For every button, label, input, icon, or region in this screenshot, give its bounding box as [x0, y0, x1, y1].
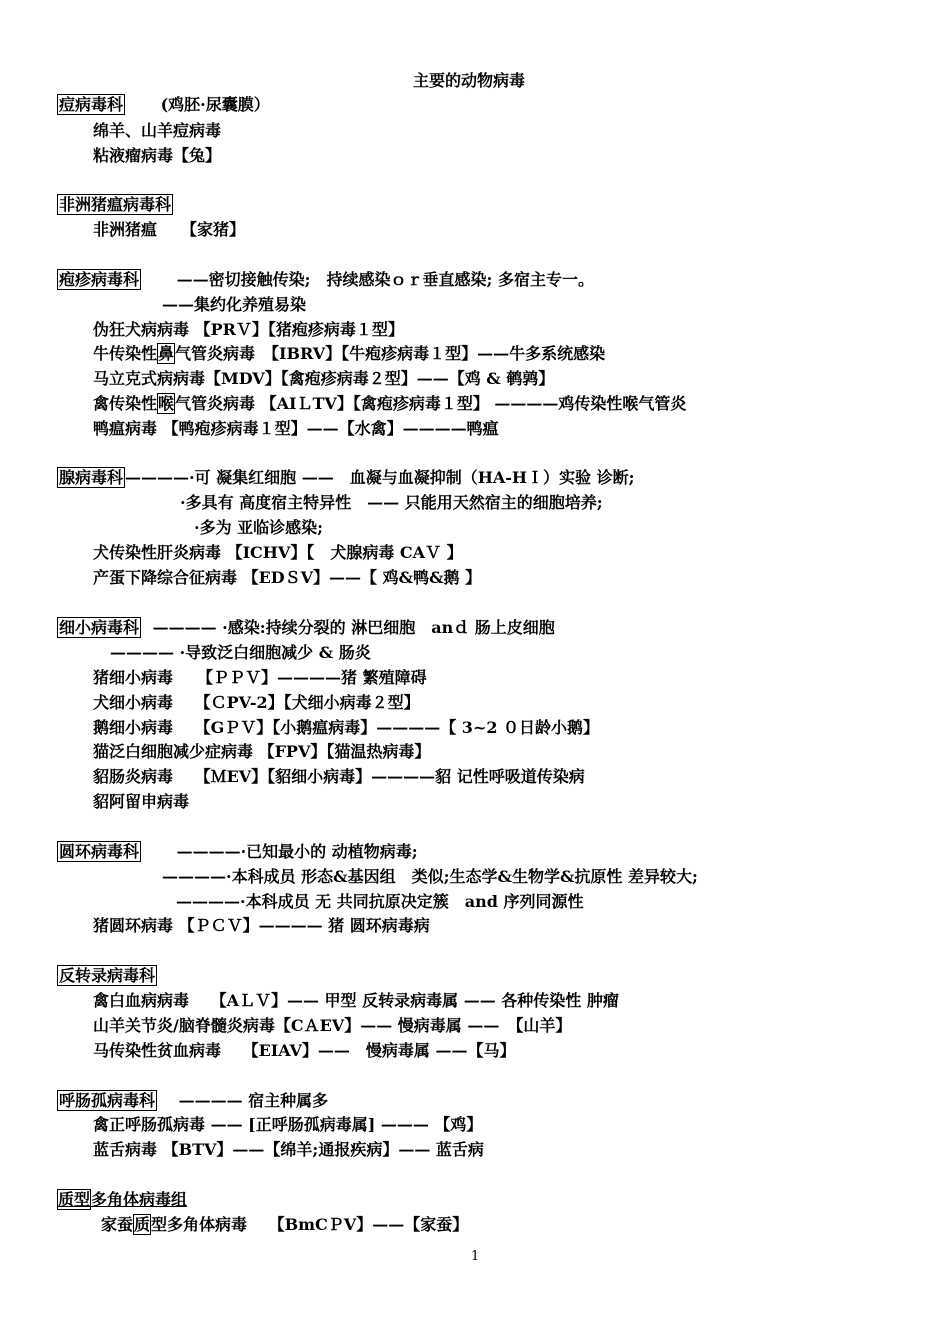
list-item: 禽白血病病毒 【AＬＶ】—— 甲型 反转录病毒属 —— 各种传染性 肿瘤: [93, 991, 619, 1010]
family-note: ·多为 亚临诊感染;: [194, 518, 324, 537]
list-item: 非洲猪瘟 【家猪】: [93, 220, 246, 239]
page-number: 1: [471, 1249, 480, 1264]
item-text: 气管炎病毒 【IBRV】【牛疱疹病毒１型】——牛多系统感染: [175, 344, 606, 363]
list-item: 犬细小病毒 【ＣPV-2】【犬细小病毒２型】: [93, 693, 420, 712]
list-item: 产蛋下降综合征病毒 【EDＳV】——【 鸡&鸭&鹅 】: [93, 568, 482, 587]
item-text: 牛传染性: [93, 344, 158, 363]
list-item: 禽正呼肠孤病毒 —— [正呼肠孤病毒属] ——— 【鸡】: [93, 1115, 483, 1134]
list-item: 猫泛白细胞减少症病毒 【FPV】【猫温热病毒】: [93, 742, 431, 761]
family-note: ·多具有 高度宿主特异性 —— 只能用天然宿主的细胞培养;: [180, 493, 603, 512]
list-item: [101, 1215, 468, 1235]
list-item: 猪细小病毒 【ＰＰＶ】————猪 繁殖障碍: [93, 668, 427, 687]
family-note: ———— ·导致泛白细胞减少 & 肠炎: [110, 643, 371, 662]
section-circo: [57, 842, 418, 862]
section-herpes: [57, 270, 594, 290]
list-item: 貂阿留申病毒: [93, 792, 190, 811]
family-note: ——集约化养殖易染: [162, 295, 307, 314]
item-text: 气管炎病毒 【AIＬTV】【禽疱疹病毒１型】 ————鸡传染性喉气管炎: [175, 394, 687, 413]
family-note: ————·已知最小的 动植物病毒;: [176, 842, 418, 861]
section-parvo: [57, 618, 555, 638]
family-heading: 呼肠孤病毒科: [59, 1091, 156, 1110]
section-pox: [57, 95, 270, 115]
list-item: 鹅细小病毒 【GＰＶ】【小鹅瘟病毒】————【 3~2 ０日龄小鹅】: [93, 718, 600, 737]
list-item: 马传染性贫血病毒 【EIAV】—— 慢病毒属 ——【马】: [93, 1041, 516, 1060]
family-heading-boxed: 质型: [58, 1190, 91, 1209]
family-heading: 细小病毒科: [59, 618, 140, 637]
list-item: 鸭瘟病毒 【鸭疱疹病毒１型】——【水禽】————鸭瘟: [93, 419, 499, 438]
list-item: 貂肠炎病毒 【ＭEV】【貂细小病毒】————貂 记性呼吸道传染病: [93, 767, 585, 786]
family-note: ————·本科成员 形态&基因组 类似;生态学&生物学&抗原性 差异较大;: [162, 867, 698, 886]
item-text: 家蚕: [101, 1215, 134, 1234]
section-retro: [57, 966, 157, 986]
list-item: [93, 394, 686, 414]
family-heading: 疱疹病毒科: [59, 270, 140, 289]
page-title: 主要的动物病毒: [413, 71, 526, 90]
list-item: 绵羊、山羊痘病毒: [93, 121, 222, 140]
section-asfv: [57, 195, 173, 215]
boxed-char: 喉: [158, 394, 175, 413]
family-heading: 多角体病毒组: [91, 1190, 188, 1209]
section-reo: [57, 1091, 328, 1111]
family-note: ————·本科成员 无 共同抗原决定簇 and 序列同源性: [176, 892, 584, 911]
item-text: 型多角体病毒 【BmCＰV】——【家蚕】: [151, 1215, 469, 1234]
boxed-char: 鼻: [158, 344, 175, 363]
section-adeno: [57, 468, 635, 488]
list-item: [93, 344, 605, 364]
list-item: 猪圆环病毒 【ＰＣＶ】———— 猪 圆环病毒病: [93, 916, 430, 935]
family-note: ————·可 凝集红细胞 —— 血凝与血凝抑制（HA-HＩ）实验 诊断;: [125, 468, 635, 487]
family-heading: 非洲猪瘟病毒科: [59, 195, 172, 214]
item-text: 禽传染性: [93, 394, 158, 413]
family-heading: 痘病毒科: [59, 95, 124, 114]
list-item: 粘液瘤病毒【兔】: [93, 146, 222, 165]
boxed-char: 质: [134, 1215, 151, 1234]
list-item: 伪狂犬病病毒 【PRＶ】【猪疱疹病毒１型】: [93, 320, 404, 339]
section-cypo: [57, 1190, 187, 1210]
family-note: ———— 宿主种属多: [178, 1091, 329, 1110]
list-item: 蓝舌病毒 【BTV】——【绵羊;通报疾病】—— 蓝舌病: [93, 1140, 484, 1159]
family-heading: 反转录病毒科: [59, 966, 156, 985]
family-note: ——密切接触传染; 持续感染ｏｒ垂直感染; 多宿主专一。: [176, 270, 594, 289]
family-heading: 圆环病毒科: [59, 842, 140, 861]
family-note: ———— ·感染:持续分裂的 淋巴细胞 anｄ 肠上皮细胞: [152, 618, 555, 637]
list-item: 犬传染性肝炎病毒 【ICHV】【 犬腺病毒 CAＶ 】: [93, 543, 463, 562]
list-item: 马立克式病病毒【MDV】【禽疱疹病毒２型】——【鸡 & 鹌鹑】: [93, 369, 555, 388]
list-item: 山羊关节炎/脑脊髓炎病毒【CＡEV】—— 慢病毒属 —— 【山羊】: [93, 1016, 572, 1035]
family-note: (鸡胚·尿囊膜）: [160, 95, 270, 114]
family-heading: 腺病毒科: [59, 468, 124, 487]
